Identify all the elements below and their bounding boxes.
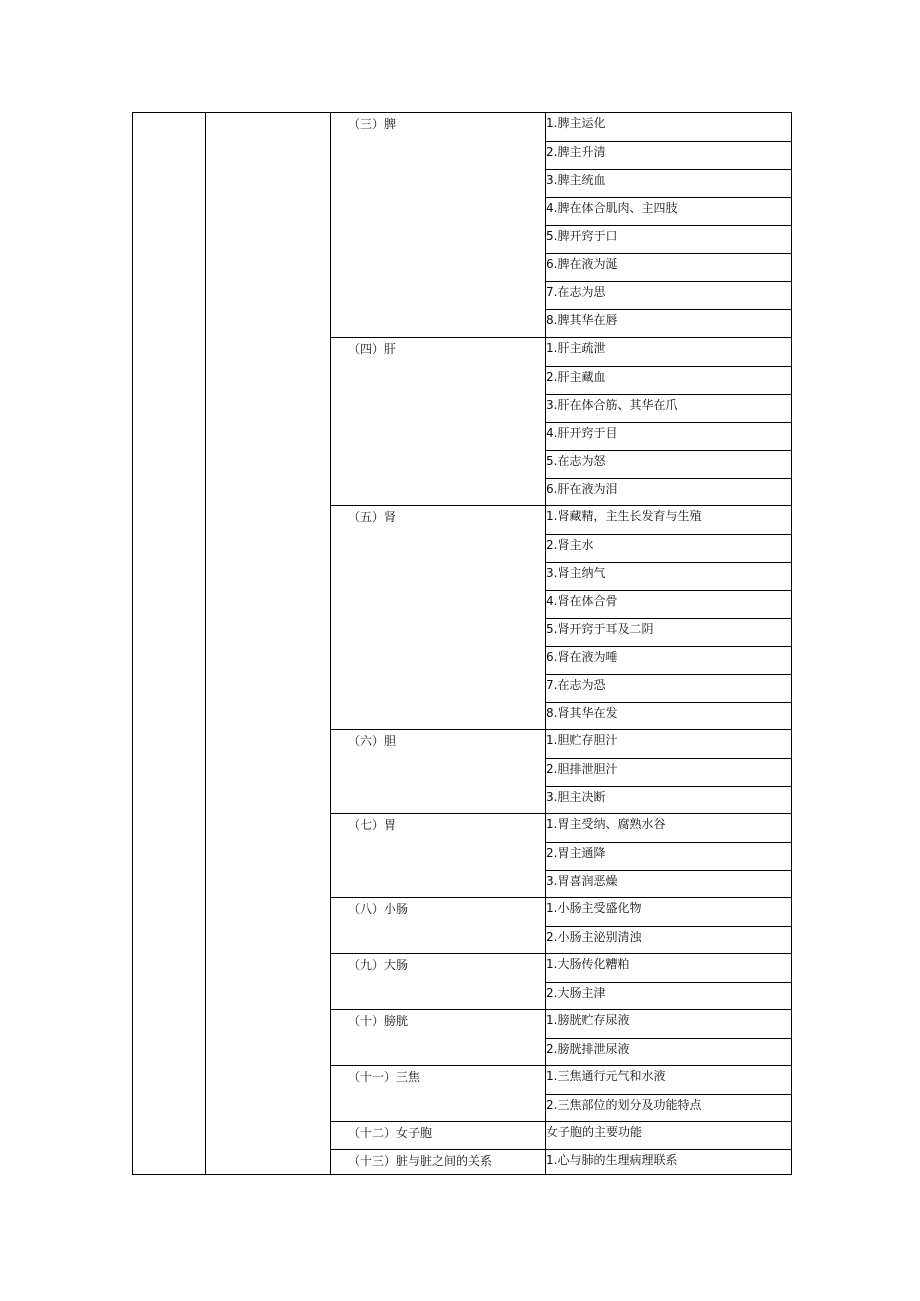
table-row: 2.胃主通降 [545, 842, 791, 870]
table-row: 3.胆主决断 [545, 786, 791, 814]
section-items [545, 113, 791, 337]
table-section [330, 1149, 791, 1177]
section-title: （七）胃 [348, 818, 397, 832]
table-row: 5.在志为怒 [545, 450, 791, 478]
table-row: 8.脾其华在唇 [545, 309, 791, 337]
table-row: 5.脾开窍于口 [545, 225, 791, 253]
section-title: （十一）三焦 [348, 1070, 421, 1084]
section-items [545, 338, 791, 505]
section-items [545, 1010, 791, 1065]
table-section [330, 505, 791, 729]
table-section [330, 953, 791, 1009]
table-row: 7.在志为思 [545, 281, 791, 309]
table-row: 5.肾开窍于耳及二阴 [545, 618, 791, 646]
table-row: 1.大肠传化糟粕 [546, 957, 630, 971]
table-row: 1.三焦通行元气和水液 [546, 1069, 666, 1083]
table-row: 2.三焦部位的划分及功能特点 [545, 1094, 791, 1122]
section-title: （五）肾 [348, 510, 397, 524]
table-row: 女子胞的主要功能 [546, 1125, 643, 1139]
table-row: 4.肾在体合骨 [545, 590, 791, 618]
section-title: （十）膀胱 [348, 1014, 409, 1028]
table-row: 6.脾在液为涎 [545, 253, 791, 281]
table-row: 2.胆排泄胆汁 [545, 758, 791, 786]
section-items [545, 1066, 791, 1121]
table-row: 2.大肠主津 [545, 982, 791, 1010]
section-items [545, 730, 791, 813]
table-section [330, 1121, 791, 1149]
section-items [545, 1122, 791, 1149]
table-section [330, 813, 791, 897]
section-title: （十二）女子胞 [348, 1126, 433, 1140]
table-row: 2.脾主升清 [545, 141, 791, 169]
table-row: 1.肝主疏泄 [546, 341, 606, 355]
section-title: （六）胆 [348, 734, 397, 748]
section-title: （十三）脏与脏之间的关系 [348, 1154, 493, 1168]
table-row: 6.肾在液为唾 [545, 646, 791, 674]
table-row: 1.小肠主受盛化物 [546, 901, 642, 915]
table-row: 2.小肠主泌别清浊 [545, 926, 791, 954]
table-row: 8.肾其华在发 [545, 702, 791, 730]
table-section [330, 729, 791, 813]
section-title: （九）大肠 [348, 958, 409, 972]
table-row: 3.肾主纳气 [545, 562, 791, 590]
section-title: （三）脾 [348, 117, 397, 131]
section-items [545, 814, 791, 897]
section-items [545, 506, 791, 729]
table-row: 6.肝在液为泪 [545, 478, 791, 506]
table-row: 1.胃主受纳、腐熟水谷 [546, 817, 666, 831]
table-section [330, 113, 791, 337]
table-row: 2.膀胱排泄尿液 [545, 1038, 791, 1066]
table-row: 4.肝开窍于目 [545, 422, 791, 450]
column-divider-1 [205, 113, 206, 1174]
table-section [330, 1009, 791, 1065]
section-title: （八）小肠 [348, 902, 409, 916]
section-items [545, 898, 791, 953]
table-row: 1.肾藏精，主生长发育与生殖 [546, 509, 702, 523]
table-section [330, 337, 791, 505]
table-row: 1.脾主运化 [546, 116, 606, 130]
table-row: 3.肝在体合筋、其华在爪 [545, 394, 791, 422]
section-items [545, 1150, 791, 1177]
table-row: 2.肾主水 [545, 534, 791, 562]
table-row: 3.胃喜润恶燥 [545, 870, 791, 898]
section-title: （四）肝 [348, 342, 397, 356]
table-section [330, 897, 791, 953]
section-items [545, 954, 791, 1009]
table-row: 1.心与肺的生理病理联系 [546, 1153, 678, 1167]
table-row: 3.脾主统血 [545, 169, 791, 197]
table-row: 2.肝主藏血 [545, 366, 791, 394]
table-row: 4.脾在体合肌肉、主四肢 [545, 197, 791, 225]
table-row: 7.在志为恐 [545, 674, 791, 702]
table-row: 1.胆贮存胆汁 [546, 733, 618, 747]
table-row: 1.膀胱贮存尿液 [546, 1013, 630, 1027]
table-section [330, 1065, 791, 1121]
syllabus-table [132, 112, 792, 1175]
